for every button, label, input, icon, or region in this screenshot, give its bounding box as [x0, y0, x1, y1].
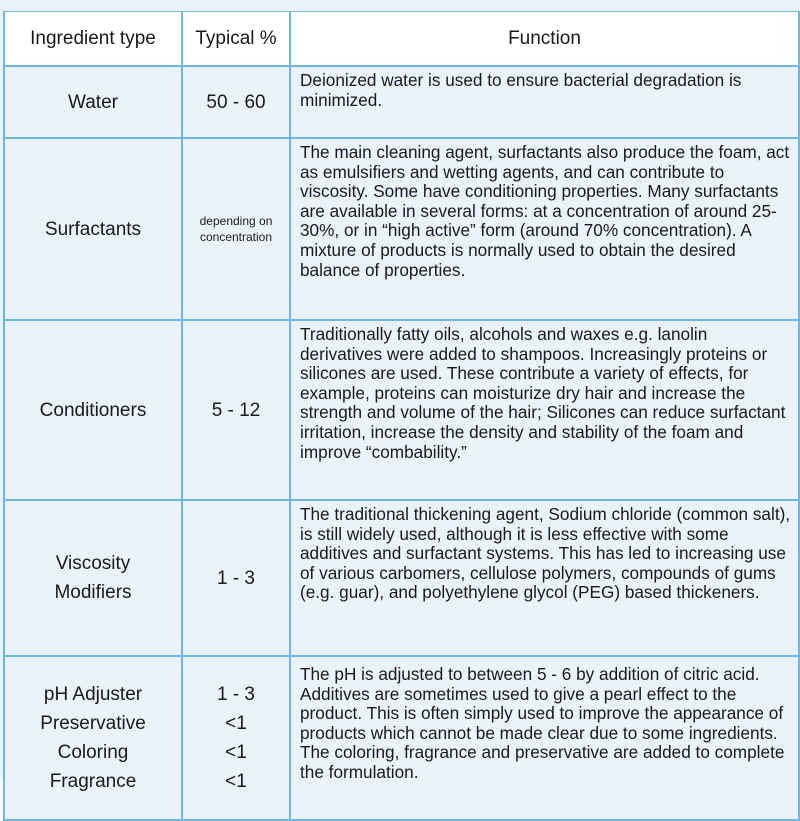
typical-percent-value: 5 - 12 [211, 399, 261, 421]
typical-percent-cell [182, 138, 290, 320]
typical-percent-value: concentration [199, 230, 273, 244]
typical-percent-value: <1 [225, 771, 247, 792]
table-row [4, 656, 799, 820]
header-typical-percent: Typical % [182, 12, 290, 67]
table-row [4, 500, 799, 656]
ingredient-type-label: Water [68, 91, 118, 113]
ingredient-type-label: Viscosity [55, 553, 131, 574]
ingredient-type-label: Coloring [57, 742, 129, 763]
typical-percent-cell [182, 66, 290, 138]
typical-percent-cell [182, 656, 290, 820]
ingredient-type-label: Conditioners [39, 399, 147, 421]
table-row [4, 66, 799, 138]
typical-percent-value: 50 - 60 [206, 91, 266, 113]
ingredient-type-label: Fragrance [49, 771, 137, 792]
ingredient-type-cell [4, 138, 182, 320]
typical-percent-value: <1 [225, 742, 247, 763]
ingredient-type-label: Preservative [40, 713, 146, 734]
function-cell: Traditionally fatty oils, alcohols and waxes e.g. lanolin derivatives were added to shampoos. Increasingly proteins or silicones are used. These contribute a variety of effects, for example, proteins can moisturize dry hair and increase the strength and volume of the hair; Silicones can reduce surfactant irritation, increase the density and stability of the foam and improve “combability.” [290, 320, 799, 500]
typical-percent-cell [182, 500, 290, 656]
ingredient-type-label: Surfactants [44, 218, 142, 240]
typical-percent-value: <1 [225, 713, 247, 734]
ingredient-type-label: Modifiers [54, 582, 132, 603]
function-cell: The traditional thickening agent, Sodium chloride (common salt), is still widely used, although it is less effective with some additives and surfactant systems. This has led to increasing use of various carbomers, cellulose polymers, compounds of gums (e.g. guar), and polyethylene glycol (PEG) based thickeners. [290, 500, 799, 656]
header-ingredient-type: Ingredient type [4, 12, 182, 67]
ingredient-type-cell [4, 500, 182, 656]
typical-percent-cell [182, 320, 290, 500]
ingredients-table [3, 11, 800, 821]
header-row [4, 12, 799, 67]
typical-percent-value: 1 - 3 [216, 567, 256, 589]
function-cell: The pH is adjusted to between 5 - 6 by addition of citric acid. Additives are sometimes used to give a pearl effect to the product. This is often simply used to improve the appearance of products which cannot be made clear due to some ingredients. The coloring, fragrance and preservative are added to complete the formulation. [290, 656, 799, 820]
ingredient-type-cell [4, 66, 182, 138]
table-row [4, 138, 799, 320]
ingredient-type-cell [4, 656, 182, 820]
table-row [4, 320, 799, 500]
ingredient-type-label: pH Adjuster [43, 684, 143, 705]
typical-percent-value: 1 - 3 [216, 684, 256, 705]
function-cell: The main cleaning agent, surfactants also produce the foam, act as emulsifiers and wetting agents, and can contribute to viscosity. Some have conditioning properties. Many surfactants are available in several forms: at a concentration of around 25-30%, or in “high active” form (around 70% concentration). A mixture of products is normally used to obtain the desired balance of properties. [290, 138, 799, 320]
ingredient-type-cell [4, 320, 182, 500]
function-cell: Deionized water is used to ensure bacterial degradation is minimized. [290, 66, 799, 138]
header-function: Function [290, 12, 799, 67]
typical-percent-value: depending on [199, 214, 273, 228]
